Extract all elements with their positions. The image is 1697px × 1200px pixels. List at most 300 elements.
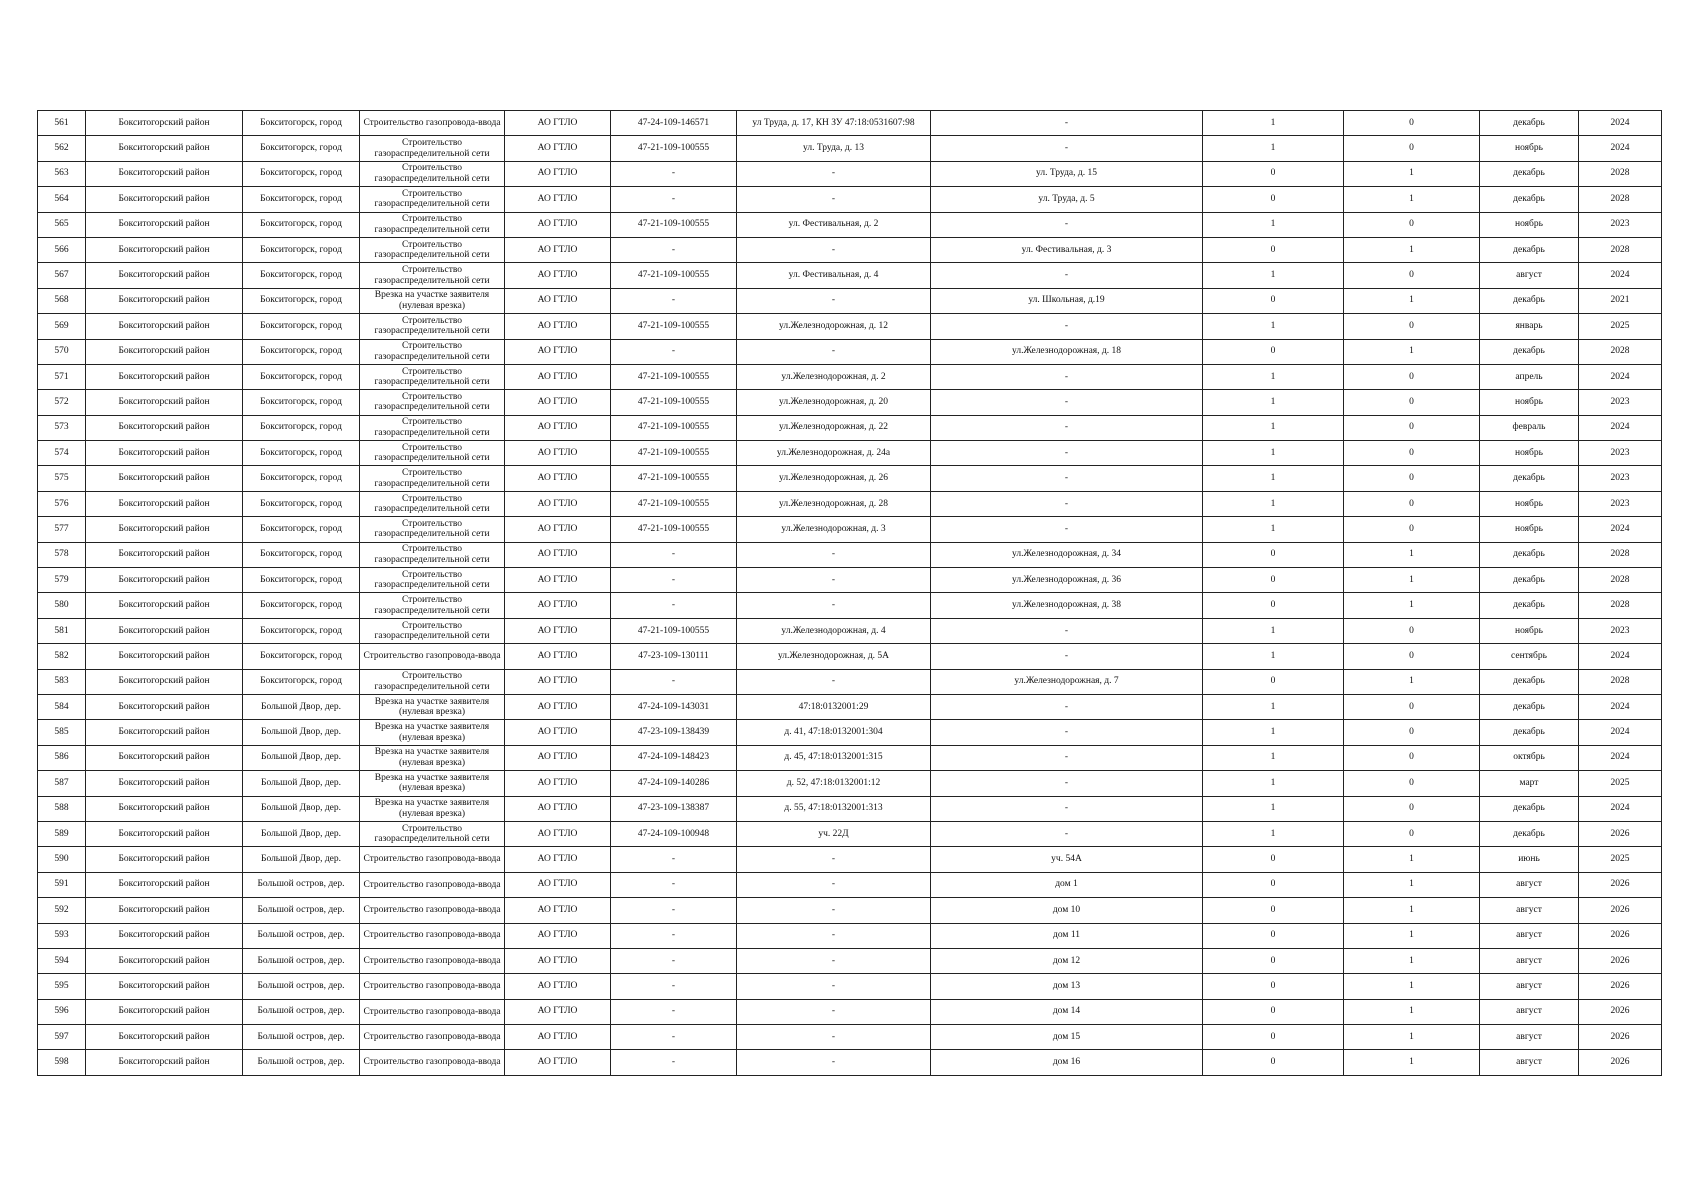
contract-number-cell: - [611,872,737,897]
address-cell: - [737,847,931,872]
row-number-cell: 572 [38,390,86,415]
month-cell: ноябрь [1480,618,1579,643]
district-cell: Бокситогорский район [86,288,243,313]
month-cell: декабрь [1480,339,1579,364]
settlement-cell: Бокситогорск, город [243,339,360,364]
planned-address-cell: дом 11 [931,923,1203,948]
month-cell: декабрь [1480,796,1579,821]
row-number-cell: 565 [38,212,86,237]
address-cell: - [737,187,931,212]
count-b-cell: 1 [1344,288,1480,313]
district-cell: Бокситогорский район [86,415,243,440]
organization-cell: АО ГТЛО [505,771,611,796]
year-cell: 2026 [1579,999,1662,1024]
planned-address-cell: - [931,263,1203,288]
count-a-cell: 0 [1203,568,1344,593]
organization-cell: АО ГТЛО [505,872,611,897]
month-cell: декабрь [1480,593,1579,618]
organization-cell: АО ГТЛО [505,263,611,288]
count-b-cell: 1 [1344,187,1480,212]
contract-number-cell: - [611,593,737,618]
row-number-cell: 564 [38,187,86,212]
planned-address-cell: - [931,212,1203,237]
organization-cell: АО ГТЛО [505,745,611,770]
count-a-cell: 0 [1203,161,1344,186]
year-cell: 2026 [1579,898,1662,923]
row-number-cell: 570 [38,339,86,364]
planned-address-cell: дом 10 [931,898,1203,923]
count-a-cell: 1 [1203,390,1344,415]
settlement-cell: Большой Двор, дер. [243,821,360,846]
settlement-cell: Бокситогорск, город [243,517,360,542]
district-cell: Бокситогорский район [86,568,243,593]
contract-number-cell: 47-21-109-100555 [611,491,737,516]
count-b-cell: 0 [1344,491,1480,516]
settlement-cell: Большой остров, дер. [243,872,360,897]
contract-number-cell: 47-21-109-100555 [611,136,737,161]
table-row [38,948,1662,973]
row-number-cell: 578 [38,542,86,567]
district-cell: Бокситогорский район [86,720,243,745]
organization-cell: АО ГТЛО [505,390,611,415]
row-number-cell: 576 [38,491,86,516]
count-a-cell: 1 [1203,491,1344,516]
work-type-cell: Строительство газопровода-ввода [360,644,505,669]
contract-number-cell: - [611,187,737,212]
planned-address-cell: - [931,364,1203,389]
organization-cell: АО ГТЛО [505,314,611,339]
row-number-cell: 581 [38,618,86,643]
count-b-cell: 0 [1344,263,1480,288]
count-b-cell: 0 [1344,618,1480,643]
table-row [38,1025,1662,1050]
contract-number-cell: 47-21-109-100555 [611,441,737,466]
address-cell: ул.Железнодорожная, д. 20 [737,390,931,415]
contract-number-cell: - [611,1025,737,1050]
district-cell: Бокситогорский район [86,644,243,669]
row-number-cell: 567 [38,263,86,288]
table-row [38,898,1662,923]
row-number-cell: 575 [38,466,86,491]
table-row [38,796,1662,821]
planned-address-cell: - [931,821,1203,846]
settlement-cell: Бокситогорск, город [243,415,360,440]
row-number-cell: 594 [38,948,86,973]
organization-cell: АО ГТЛО [505,1050,611,1075]
address-cell: д. 55, 47:18:0132001:313 [737,796,931,821]
organization-cell: АО ГТЛО [505,720,611,745]
year-cell: 2024 [1579,745,1662,770]
settlement-cell: Бокситогорск, город [243,593,360,618]
district-cell: Бокситогорский район [86,212,243,237]
work-type-cell: Строительство газораспределительной сети [360,187,505,212]
address-cell: - [737,872,931,897]
address-cell: ул.Железнодорожная, д. 24а [737,441,931,466]
count-a-cell: 1 [1203,821,1344,846]
contract-number-cell: 47-21-109-100555 [611,390,737,415]
organization-cell: АО ГТЛО [505,364,611,389]
planned-address-cell: - [931,517,1203,542]
month-cell: декабрь [1480,694,1579,719]
count-b-cell: 1 [1344,999,1480,1024]
contract-number-cell: - [611,847,737,872]
settlement-cell: Бокситогорск, город [243,441,360,466]
district-cell: Бокситогорский район [86,136,243,161]
district-cell: Бокситогорский район [86,237,243,262]
settlement-cell: Большой остров, дер. [243,948,360,973]
year-cell: 2026 [1579,1050,1662,1075]
table-row [38,593,1662,618]
year-cell: 2024 [1579,694,1662,719]
district-cell: Бокситогорский район [86,694,243,719]
planned-address-cell: дом 13 [931,974,1203,999]
year-cell: 2024 [1579,644,1662,669]
month-cell: декабрь [1480,821,1579,846]
month-cell: декабрь [1480,720,1579,745]
work-type-cell: Врезка на участке заявителя (нулевая врезка) [360,796,505,821]
work-type-cell: Строительство газопровода-ввода [360,1050,505,1075]
count-b-cell: 0 [1344,441,1480,466]
count-a-cell: 0 [1203,974,1344,999]
count-b-cell: 1 [1344,923,1480,948]
planned-address-cell: дом 16 [931,1050,1203,1075]
organization-cell: АО ГТЛО [505,1025,611,1050]
contract-number-cell: 47-24-109-100948 [611,821,737,846]
row-number-cell: 592 [38,898,86,923]
table-row [38,568,1662,593]
settlement-cell: Бокситогорск, город [243,669,360,694]
table-row [38,415,1662,440]
address-cell: ул.Железнодорожная, д. 26 [737,466,931,491]
settlement-cell: Бокситогорск, город [243,111,360,136]
settlement-cell: Большой остров, дер. [243,1025,360,1050]
table-row [38,161,1662,186]
table-row [38,314,1662,339]
contract-number-cell: 47-21-109-100555 [611,212,737,237]
count-a-cell: 1 [1203,745,1344,770]
organization-cell: АО ГТЛО [505,974,611,999]
organization-cell: АО ГТЛО [505,948,611,973]
month-cell: ноябрь [1480,491,1579,516]
address-cell: - [737,999,931,1024]
month-cell: июнь [1480,847,1579,872]
year-cell: 2026 [1579,923,1662,948]
work-type-cell: Строительство газопровода-ввода [360,999,505,1024]
address-cell: д. 41, 47:18:0132001:304 [737,720,931,745]
settlement-cell: Большой Двор, дер. [243,745,360,770]
month-cell: февраль [1480,415,1579,440]
district-cell: Бокситогорский район [86,745,243,770]
count-a-cell: 1 [1203,415,1344,440]
month-cell: декабрь [1480,568,1579,593]
month-cell: август [1480,974,1579,999]
month-cell: декабрь [1480,542,1579,567]
settlement-cell: Большой Двор, дер. [243,847,360,872]
work-type-cell: Строительство газопровода-ввода [360,847,505,872]
count-a-cell: 1 [1203,771,1344,796]
settlement-cell: Бокситогорск, город [243,466,360,491]
year-cell: 2026 [1579,974,1662,999]
count-a-cell: 0 [1203,1050,1344,1075]
work-type-cell: Строительство газораспределительной сети [360,669,505,694]
count-a-cell: 1 [1203,111,1344,136]
planned-address-cell: - [931,796,1203,821]
count-b-cell: 0 [1344,390,1480,415]
count-a-cell: 1 [1203,644,1344,669]
year-cell: 2023 [1579,618,1662,643]
district-cell: Бокситогорский район [86,618,243,643]
year-cell: 2024 [1579,111,1662,136]
district-cell: Бокситогорский район [86,1050,243,1075]
planned-address-cell: - [931,441,1203,466]
table-row [38,1050,1662,1075]
year-cell: 2024 [1579,263,1662,288]
row-number-cell: 583 [38,669,86,694]
month-cell: август [1480,872,1579,897]
organization-cell: АО ГТЛО [505,161,611,186]
count-a-cell: 0 [1203,187,1344,212]
month-cell: ноябрь [1480,517,1579,542]
district-cell: Бокситогорский район [86,339,243,364]
planned-address-cell: ул.Железнодорожная, д. 36 [931,568,1203,593]
month-cell: август [1480,999,1579,1024]
settlement-cell: Большой Двор, дер. [243,694,360,719]
address-cell: ул.Железнодорожная, д. 3 [737,517,931,542]
row-number-cell: 598 [38,1050,86,1075]
settlement-cell: Большой Двор, дер. [243,720,360,745]
address-cell: - [737,898,931,923]
work-type-cell: Строительство газораспределительной сети [360,364,505,389]
row-number-cell: 562 [38,136,86,161]
month-cell: декабрь [1480,237,1579,262]
district-cell: Бокситогорский район [86,898,243,923]
contract-number-cell: 47-21-109-100555 [611,415,737,440]
count-a-cell: 1 [1203,694,1344,719]
settlement-cell: Бокситогорск, город [243,136,360,161]
planned-address-cell: дом 15 [931,1025,1203,1050]
month-cell: август [1480,263,1579,288]
year-cell: 2024 [1579,415,1662,440]
work-type-cell: Строительство газопровода-ввода [360,1025,505,1050]
count-b-cell: 0 [1344,466,1480,491]
count-a-cell: 0 [1203,339,1344,364]
contract-number-cell: 47-24-109-140286 [611,771,737,796]
address-cell: ул.Железнодорожная, д. 2 [737,364,931,389]
contract-number-cell: 47-21-109-100555 [611,263,737,288]
row-number-cell: 590 [38,847,86,872]
work-type-cell: Строительство газораспределительной сети [360,568,505,593]
work-type-cell: Строительство газораспределительной сети [360,491,505,516]
contract-number-cell: - [611,898,737,923]
month-cell: декабрь [1480,669,1579,694]
year-cell: 2024 [1579,364,1662,389]
month-cell: октябрь [1480,745,1579,770]
address-cell: - [737,237,931,262]
work-type-cell: Строительство газораспределительной сети [360,161,505,186]
address-cell: уч. 22Д [737,821,931,846]
planned-address-cell: - [931,771,1203,796]
district-cell: Бокситогорский район [86,466,243,491]
count-a-cell: 1 [1203,466,1344,491]
count-a-cell: 1 [1203,212,1344,237]
table-row [38,187,1662,212]
count-b-cell: 1 [1344,568,1480,593]
organization-cell: АО ГТЛО [505,517,611,542]
contract-number-cell: - [611,669,737,694]
row-number-cell: 586 [38,745,86,770]
work-type-cell: Строительство газопровода-ввода [360,872,505,897]
table-row [38,999,1662,1024]
year-cell: 2023 [1579,212,1662,237]
row-number-cell: 561 [38,111,86,136]
count-b-cell: 0 [1344,720,1480,745]
month-cell: ноябрь [1480,441,1579,466]
work-type-cell: Строительство газораспределительной сети [360,136,505,161]
address-cell: - [737,1050,931,1075]
contract-number-cell: - [611,1050,737,1075]
count-a-cell: 1 [1203,796,1344,821]
contract-number-cell: - [611,999,737,1024]
settlement-cell: Бокситогорск, город [243,288,360,313]
month-cell: декабрь [1480,466,1579,491]
count-b-cell: 0 [1344,694,1480,719]
count-a-cell: 0 [1203,542,1344,567]
row-number-cell: 574 [38,441,86,466]
row-number-cell: 579 [38,568,86,593]
work-type-cell: Строительство газораспределительной сети [360,314,505,339]
district-cell: Бокситогорский район [86,999,243,1024]
work-type-cell: Строительство газораспределительной сети [360,593,505,618]
count-a-cell: 0 [1203,999,1344,1024]
work-type-cell: Строительство газораспределительной сети [360,339,505,364]
organization-cell: АО ГТЛО [505,466,611,491]
year-cell: 2026 [1579,872,1662,897]
month-cell: август [1480,1025,1579,1050]
organization-cell: АО ГТЛО [505,568,611,593]
work-type-cell: Врезка на участке заявителя (нулевая врезка) [360,288,505,313]
month-cell: декабрь [1480,111,1579,136]
district-cell: Бокситогорский район [86,974,243,999]
table-row [38,111,1662,136]
month-cell: август [1480,948,1579,973]
table-row [38,847,1662,872]
row-number-cell: 584 [38,694,86,719]
count-a-cell: 0 [1203,593,1344,618]
table-row [38,745,1662,770]
year-cell: 2024 [1579,796,1662,821]
month-cell: март [1480,771,1579,796]
work-type-cell: Строительство газораспределительной сети [360,466,505,491]
document-page [37,110,1662,1076]
organization-cell: АО ГТЛО [505,542,611,567]
work-type-cell: Строительство газораспределительной сети [360,542,505,567]
work-type-cell: Строительство газораспределительной сети [360,618,505,643]
work-type-cell: Строительство газораспределительной сети [360,263,505,288]
organization-cell: АО ГТЛО [505,187,611,212]
planned-address-cell: - [931,415,1203,440]
year-cell: 2024 [1579,720,1662,745]
row-number-cell: 566 [38,237,86,262]
count-b-cell: 1 [1344,161,1480,186]
planned-address-cell: - [931,136,1203,161]
work-type-cell: Строительство газопровода-ввода [360,948,505,973]
contract-number-cell: - [611,948,737,973]
organization-cell: АО ГТЛО [505,796,611,821]
district-cell: Бокситогорский район [86,111,243,136]
district-cell: Бокситогорский район [86,263,243,288]
settlement-cell: Большой остров, дер. [243,923,360,948]
work-type-cell: Строительство газораспределительной сети [360,517,505,542]
row-number-cell: 587 [38,771,86,796]
month-cell: август [1480,923,1579,948]
work-type-cell: Врезка на участке заявителя (нулевая врезка) [360,694,505,719]
contract-number-cell: 47-24-109-148423 [611,745,737,770]
district-cell: Бокситогорский район [86,948,243,973]
contract-number-cell: - [611,288,737,313]
contract-number-cell: - [611,161,737,186]
count-b-cell: 0 [1344,771,1480,796]
address-cell: ул.Железнодорожная, д. 28 [737,491,931,516]
year-cell: 2023 [1579,441,1662,466]
planned-address-cell: ул.Железнодорожная, д. 34 [931,542,1203,567]
contract-number-cell: 47-23-109-138439 [611,720,737,745]
address-cell: ул Труда, д. 17, КН ЗУ 47:18:0531607:98 [737,111,931,136]
year-cell: 2028 [1579,339,1662,364]
contract-number-cell: - [611,339,737,364]
count-a-cell: 0 [1203,669,1344,694]
planned-address-cell: дом 12 [931,948,1203,973]
table-row [38,263,1662,288]
count-b-cell: 0 [1344,415,1480,440]
row-number-cell: 596 [38,999,86,1024]
planned-address-cell: дом 14 [931,999,1203,1024]
settlement-cell: Большой Двор, дер. [243,771,360,796]
settlement-cell: Бокситогорск, город [243,314,360,339]
district-cell: Бокситогорский район [86,593,243,618]
district-cell: Бокситогорский район [86,847,243,872]
count-a-cell: 1 [1203,263,1344,288]
count-a-cell: 1 [1203,364,1344,389]
year-cell: 2024 [1579,517,1662,542]
row-number-cell: 597 [38,1025,86,1050]
table-row [38,390,1662,415]
address-cell: ул.Железнодорожная, д. 22 [737,415,931,440]
year-cell: 2026 [1579,821,1662,846]
planned-address-cell: - [931,491,1203,516]
year-cell: 2026 [1579,1025,1662,1050]
year-cell: 2026 [1579,948,1662,973]
settlement-cell: Бокситогорск, город [243,491,360,516]
count-b-cell: 1 [1344,948,1480,973]
organization-cell: АО ГТЛО [505,491,611,516]
settlement-cell: Бокситогорск, город [243,212,360,237]
month-cell: январь [1480,314,1579,339]
work-type-cell: Строительство газораспределительной сети [360,821,505,846]
table-row [38,923,1662,948]
contract-number-cell: 47-24-109-143031 [611,694,737,719]
count-b-cell: 0 [1344,364,1480,389]
month-cell: декабрь [1480,187,1579,212]
table-row [38,466,1662,491]
planned-address-cell: - [931,466,1203,491]
month-cell: декабрь [1480,288,1579,313]
contract-number-cell: 47-21-109-100555 [611,618,737,643]
contract-number-cell: - [611,542,737,567]
row-number-cell: 573 [38,415,86,440]
work-type-cell: Строительство газопровода-ввода [360,923,505,948]
address-cell: - [737,542,931,567]
organization-cell: АО ГТЛО [505,415,611,440]
